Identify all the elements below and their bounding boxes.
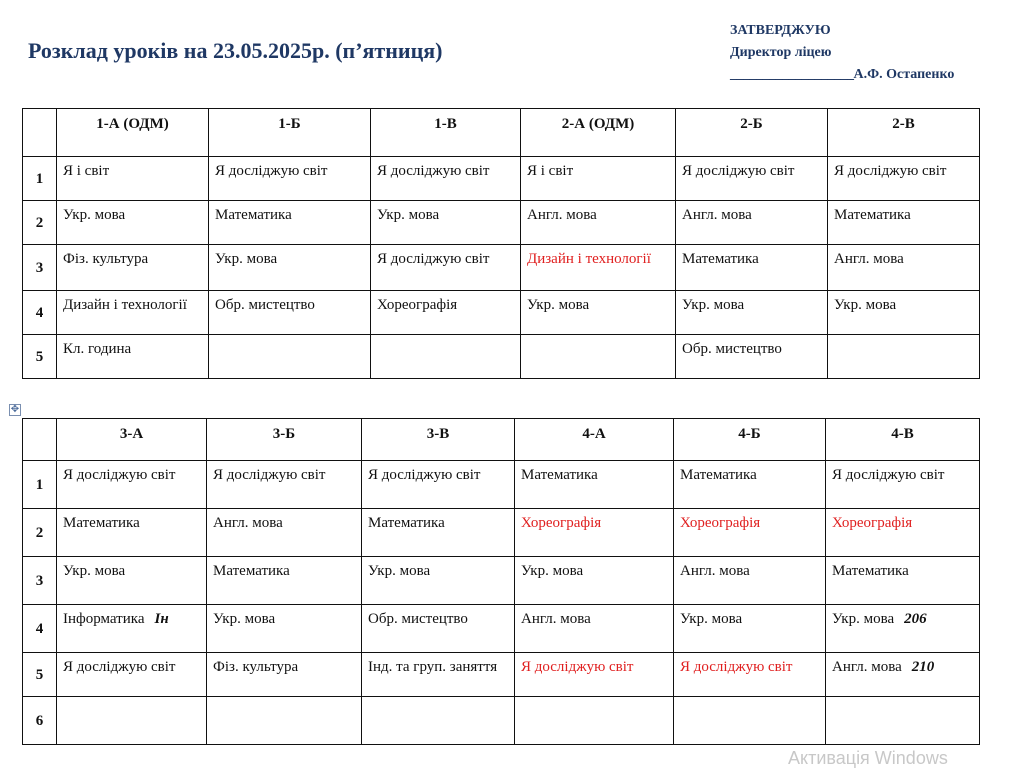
lesson-number: 1 [23, 157, 57, 201]
schedule-table-grades-1-2 [22, 108, 980, 379]
lesson-cell: Обр. мистецтво [676, 335, 828, 379]
lesson-cell: Фіз. культура [57, 245, 209, 291]
table-header-row [23, 419, 980, 461]
lesson-cell [828, 335, 980, 379]
table-row [23, 509, 980, 557]
lesson-cell-highlighted: Хореографія [674, 509, 826, 557]
lesson-cell: Математика [674, 461, 826, 509]
lesson-cell: Математика [826, 557, 980, 605]
signature-line: ___________________ [730, 67, 854, 82]
lesson-cell: Я досліджую світ [207, 461, 362, 509]
lesson-cell: Англ. мова [207, 509, 362, 557]
lesson-cell-highlighted: Я досліджую світ [515, 653, 674, 697]
table-row [23, 557, 980, 605]
table-row [23, 653, 980, 697]
lesson-cell: Обр. мистецтво [209, 291, 371, 335]
lesson-cell: Математика [362, 509, 515, 557]
lesson-number-header [23, 419, 57, 461]
lesson-cell [826, 653, 980, 697]
class-header: 4-Б [674, 419, 826, 461]
lesson-cell: Я і світ [57, 157, 209, 201]
lesson-number: 1 [23, 461, 57, 509]
room-number: 210 [911, 659, 935, 675]
lesson-cell-highlighted: Хореографія [826, 509, 980, 557]
lesson-cell [826, 697, 980, 745]
class-header: 3-А [57, 419, 207, 461]
lesson-cell-highlighted: Хореографія [515, 509, 674, 557]
lesson-cell [57, 697, 207, 745]
class-header: 1-А (ОДМ) [57, 109, 209, 157]
class-header: 2-Б [676, 109, 828, 157]
approval-signature [730, 64, 954, 86]
lesson-cell: Математика [207, 557, 362, 605]
approval-heading: ЗАТВЕРДЖУЮ [730, 23, 831, 38]
lesson-cell: Математика [209, 201, 371, 245]
table-row [23, 245, 980, 291]
lesson-cell: Укр. мова [371, 201, 521, 245]
lesson-cell: Математика [676, 245, 828, 291]
room-number: Ін [154, 611, 169, 627]
lesson-cell: Я досліджую світ [828, 157, 980, 201]
lesson-cell: Кл. година [57, 335, 209, 379]
schedule-table-grades-3-4 [22, 418, 980, 745]
table-row [23, 157, 980, 201]
table-row [23, 201, 980, 245]
lesson-cell: Укр. мова [828, 291, 980, 335]
lesson-cell: Англ. мова [828, 245, 980, 291]
lesson-cell-highlighted: Дизайн і технології [521, 245, 676, 291]
lesson-number: 6 [23, 697, 57, 745]
class-header: 4-А [515, 419, 674, 461]
lesson-number: 5 [23, 335, 57, 379]
lesson-cell: Укр. мова [57, 201, 209, 245]
lesson-cell [674, 697, 826, 745]
class-header: 3-Б [207, 419, 362, 461]
lesson-cell [521, 335, 676, 379]
room-number: 206 [904, 611, 927, 627]
table-row [23, 291, 980, 335]
lesson-cell: Укр. мова [362, 557, 515, 605]
lesson-number: 4 [23, 605, 57, 653]
lesson-cell [371, 335, 521, 379]
table-row [23, 461, 980, 509]
lesson-number: 2 [23, 201, 57, 245]
lesson-cell [207, 697, 362, 745]
lesson-cell: Математика [515, 461, 674, 509]
windows-activation-watermark: Активація Windows [788, 748, 948, 768]
lesson-cell: Математика [57, 509, 207, 557]
lesson-cell: Я досліджую світ [362, 461, 515, 509]
class-header: 4-В [826, 419, 980, 461]
lesson-cell [515, 697, 674, 745]
table-row [23, 697, 980, 745]
lesson-cell [209, 335, 371, 379]
lesson-number: 5 [23, 653, 57, 697]
page-title: Розклад уроків на 23.05.2025р. (п’ятниця) [28, 38, 443, 63]
table-row [23, 335, 980, 379]
lesson-cell: Укр. мова [676, 291, 828, 335]
lesson-cell: Укр. мова [521, 291, 676, 335]
lesson-number: 2 [23, 509, 57, 557]
lesson-cell: Дизайн і технології [57, 291, 209, 335]
lesson-subject: Укр. мова [832, 611, 895, 627]
lesson-number: 3 [23, 557, 57, 605]
class-header: 1-Б [209, 109, 371, 157]
lesson-cell [826, 605, 980, 653]
approval-position: Директор ліцею [730, 45, 832, 60]
lesson-cell: Я досліджую світ [57, 461, 207, 509]
lesson-cell: Математика [828, 201, 980, 245]
lesson-number: 4 [23, 291, 57, 335]
table-row [23, 605, 980, 653]
lesson-cell: Укр. мова [57, 557, 207, 605]
lesson-cell: Я досліджую світ [57, 653, 207, 697]
lesson-cell: Укр. мова [209, 245, 371, 291]
lesson-cell: Англ. мова [521, 201, 676, 245]
lesson-cell: Я досліджую світ [371, 245, 521, 291]
table-header-row [23, 109, 980, 157]
lesson-cell: Інд. та груп. заняття [362, 653, 515, 697]
lesson-subject: Інформатика [63, 611, 145, 627]
lesson-cell: Я досліджую світ [209, 157, 371, 201]
lesson-cell: Обр. мистецтво [362, 605, 515, 653]
lesson-cell [57, 605, 207, 653]
lesson-cell: Я досліджую світ [826, 461, 980, 509]
lesson-cell: Англ. мова [674, 557, 826, 605]
signatory-name: А.Ф. Остапенко [853, 67, 955, 82]
approval-block [730, 20, 954, 86]
class-header: 1-В [371, 109, 521, 157]
class-header: 3-В [362, 419, 515, 461]
lesson-cell: Фіз. культура [207, 653, 362, 697]
lesson-cell: Я досліджую світ [676, 157, 828, 201]
class-header: 2-В [828, 109, 980, 157]
lesson-cell-highlighted: Я досліджую світ [674, 653, 826, 697]
move-arrows-icon[interactable]: ✥ [10, 404, 20, 415]
lesson-cell: Я і світ [521, 157, 676, 201]
lesson-cell: Укр. мова [674, 605, 826, 653]
lesson-cell: Укр. мова [515, 557, 674, 605]
lesson-cell: Я досліджую світ [371, 157, 521, 201]
lesson-cell: Англ. мова [676, 201, 828, 245]
lesson-cell: Англ. мова [515, 605, 674, 653]
lesson-number-header [23, 109, 57, 157]
lesson-cell: Укр. мова [207, 605, 362, 653]
class-header: 2-А (ОДМ) [521, 109, 676, 157]
lesson-subject: Англ. мова [832, 659, 902, 675]
lesson-cell [362, 697, 515, 745]
lesson-cell: Хореографія [371, 291, 521, 335]
lesson-number: 3 [23, 245, 57, 291]
